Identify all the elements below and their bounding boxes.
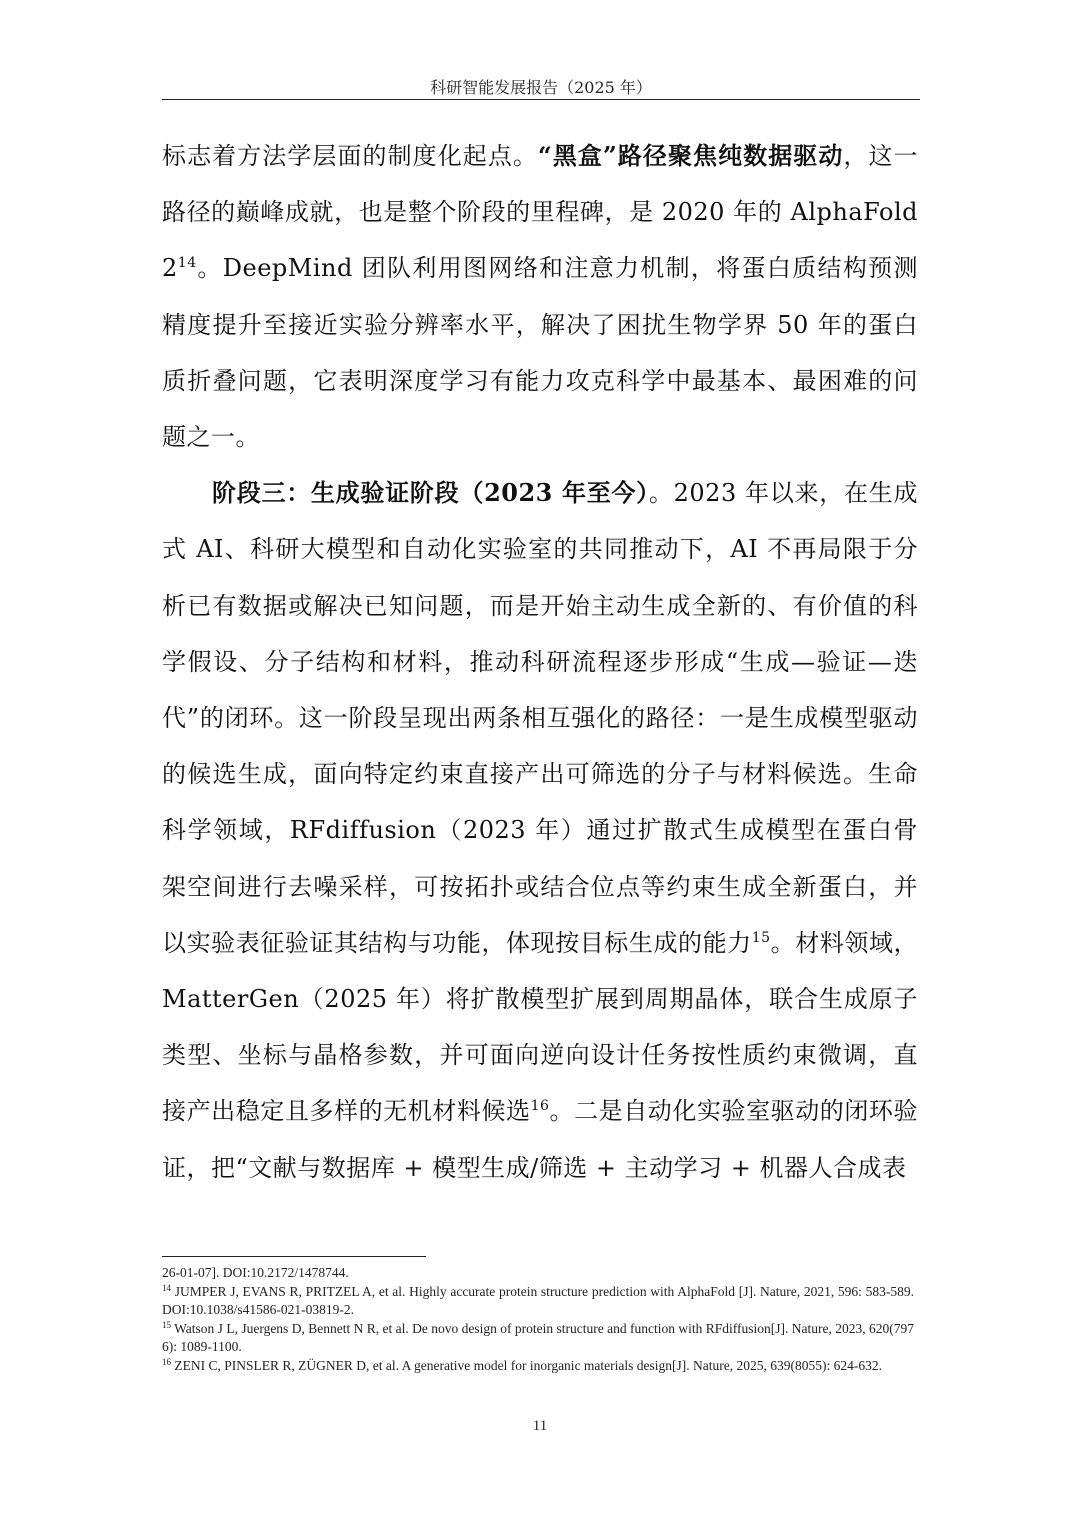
- section-heading-inline: 阶段三：生成验证阶段（2023 年至今）: [212, 478, 649, 508]
- footnote-text: ZENI C, PINSLER R, ZÜGNER D, et al. A generative model for inorganic materials design[J]. Nature, 2025, 639(8055): 624-632.: [174, 1357, 882, 1373]
- footnote-number: 16: [162, 1356, 171, 1367]
- body-text: [162, 128, 918, 1196]
- text-run: 。材料领域，MatterGen（2025 年）将扩散模型扩展到周期晶体，联合生成原子类型、坐标与晶格参数，并可面向逆向设计任务按性质约束微调，直接产出稳定且多样的无机材料候选: [162, 928, 919, 1126]
- footnote-14: [162, 1283, 914, 1320]
- paragraph-alphafold: [162, 128, 918, 465]
- footnote-ref-15[interactable]: 15: [751, 929, 771, 946]
- header-divider: [162, 99, 920, 100]
- footnote-text: JUMPER J, EVANS R, PRITZEL A, et al. Highly accurate protein structure prediction with AlphaFold [J]. Nature, 2021, 596: 583-589. DOI:10.1038/s41586-021-03819-2.: [162, 1283, 915, 1318]
- text-run: 。DeepMind 团队利用图网络和注意力机制，将蛋白质结构预测精度提升至接近实验分辨率水平，解决了困扰生物学界 50 年的蛋白质折叠问题，它表明深度学习有能力攻克科学中最基本、最困难的问题之一。: [162, 254, 918, 452]
- text-run: 。二是自动化实验室驱动的闭环验证，把“文献与数据库 + 模型生成/筛选 + 主动学习 + 机器人合成表: [162, 1097, 919, 1182]
- footnote-number: 15: [162, 1319, 171, 1330]
- paragraph-stage-three: [162, 465, 918, 1196]
- text-run: 标志着方法学层面的制度化起点。: [162, 142, 538, 170]
- footnote-number: 14: [162, 1282, 171, 1293]
- text-run: 。2023 年以来，在生成式 AI、科研大模型和自动化实验室的共同推动下，AI 不再局限于分析已有数据或解决已知问题，而是开始主动生成全新的、有价值的科学假设、分子结构和材料，推动科研流程逐步形成“生成—验证—迭代”的闭环。这一阶段呈现出两条相互强化的路径：一是生成模型驱动的候选生成，面向特定约束直接产出可筛选的分子与材料候选。生命科学领域，RFdiffusion（2023 年）通过扩散式生成模型在蛋白骨架空间进行去噪采样，可按拓扑或结合位点等约束生成全新蛋白，并以实验表征验证其结构与功能，体现按目标生成的能力: [162, 479, 918, 957]
- text-run: ，这一路径的巅峰成就，也是整个阶段的里程碑，是 2020 年的 AlphaFold 2: [162, 142, 919, 283]
- footnotes: [162, 1264, 914, 1376]
- footnote-ref-14[interactable]: 14: [177, 255, 197, 272]
- footnote-continuation: 26-01-07]. DOI:10.2172/1478744.: [162, 1265, 349, 1280]
- footnote-ref-16[interactable]: 16: [530, 1098, 550, 1115]
- footnote-16: [162, 1357, 914, 1376]
- footnote-15: [162, 1320, 914, 1357]
- running-header: 科研智能发展报告（2025 年）: [430, 78, 652, 97]
- footnote-divider: [162, 1256, 426, 1257]
- page-number: 11: [532, 1418, 548, 1434]
- footnote-text: Watson J L, Juergens D, Bennett N R, et al. De novo design of protein structure and function with RFdiffusion[J]. Nature, 2023, 620(7976): 1089-1100.: [162, 1320, 914, 1355]
- bold-phrase: “黑盒”路径聚焦纯数据驱动: [537, 141, 844, 170]
